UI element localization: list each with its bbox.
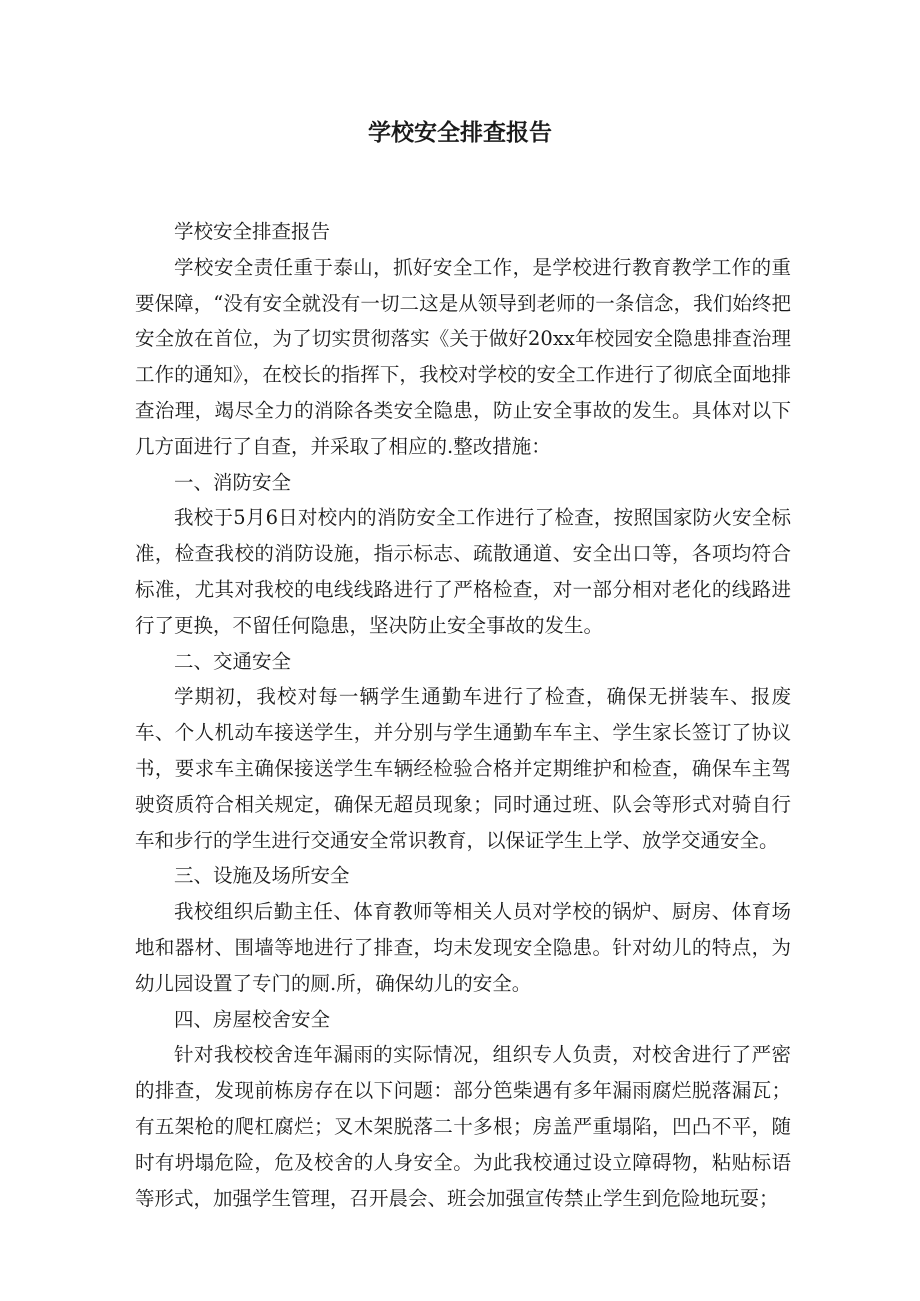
section-heading-fire-safety: 一、消防安全 (174, 470, 292, 494)
facilities-safety-paragraph: 我校组织后勤主任、体育教师等相关人员对学校的锅炉、厨房、体育场地和器材、围墙等地进行了排查，均未发现安全隐患。针对幼儿的特点，为幼儿园设置了专门的厕.所，确保幼儿的安全。 (135, 900, 791, 995)
section-heading-building-safety: 四、房屋校舍安全 (174, 1007, 331, 1031)
document-title: 学校安全排查报告 (368, 120, 552, 146)
document-body (135, 214, 791, 1216)
section-heading-facilities-safety: 三、设施及场所安全 (174, 864, 350, 888)
traffic-safety-paragraph: 学期初，我校对每一辆学生通勤车进行了检查，确保无拼装车、报废车、个人机动车接送学生，并分别与学生通勤车车主、学生家长签订了协议书，要求车主确保接送学生车辆经检验合格并定期维护和检查，确保车主驾驶资质符合相关规定，确保无超员现象；同时通过班、队会等形式对骑自行车和步行的学生进行交通安全常识教育，以保证学生上学、放学交通安全。 (135, 685, 791, 852)
body-subtitle: 学校安全排查报告 (174, 220, 331, 243)
fire-safety-paragraph: 我校于5月6日对校内的消防安全工作进行了检查，按照国家防火安全标准，检查我校的消防设施，指示标志、疏散通道、安全出口等，各项均符合标准，尤其对我校的电线线路进行了严格检查，对一部分相对老化的线路进行了更换，不留任何隐患，坚决防止安全事故的发生。 (135, 506, 791, 637)
intro-paragraph: 学校安全责任重于泰山，抓好安全工作，是学校进行教育教学工作的重要保障，“没有安全就没有一切二这是从领导到老师的一条信念，我们始终把安全放在首位，为了切实贯彻落实《关于做好20xx年校园安全隐患排查治理工作的通知》，在校长的指挥下，我校对学校的安全工作进行了彻底全面地排查治理，竭尽全力的消除各类安全隐患，防止安全事故的发生。具体对以下几方面进行了自查，并采取了相应的.整改措施： (135, 255, 791, 458)
section-heading-traffic-safety: 二、交通安全 (174, 649, 292, 673)
building-safety-paragraph: 针对我校校舍连年漏雨的实际情况，组织专人负责，对校舍进行了严密的排查，发现前栋房存在以下问题：部分笆柴遇有多年漏雨腐烂脱落漏瓦；有五架枪的爬杠腐烂；叉木架脱落二十多根；房盖严重塌陷，凹凸不平，随时有坍塌危险，危及校舍的人身安全。为此我校通过设立障碍物，粘贴标语等形式，加强学生管理，召开晨会、班会加强宣传禁止学生到危险地玩耍； (135, 1043, 791, 1210)
